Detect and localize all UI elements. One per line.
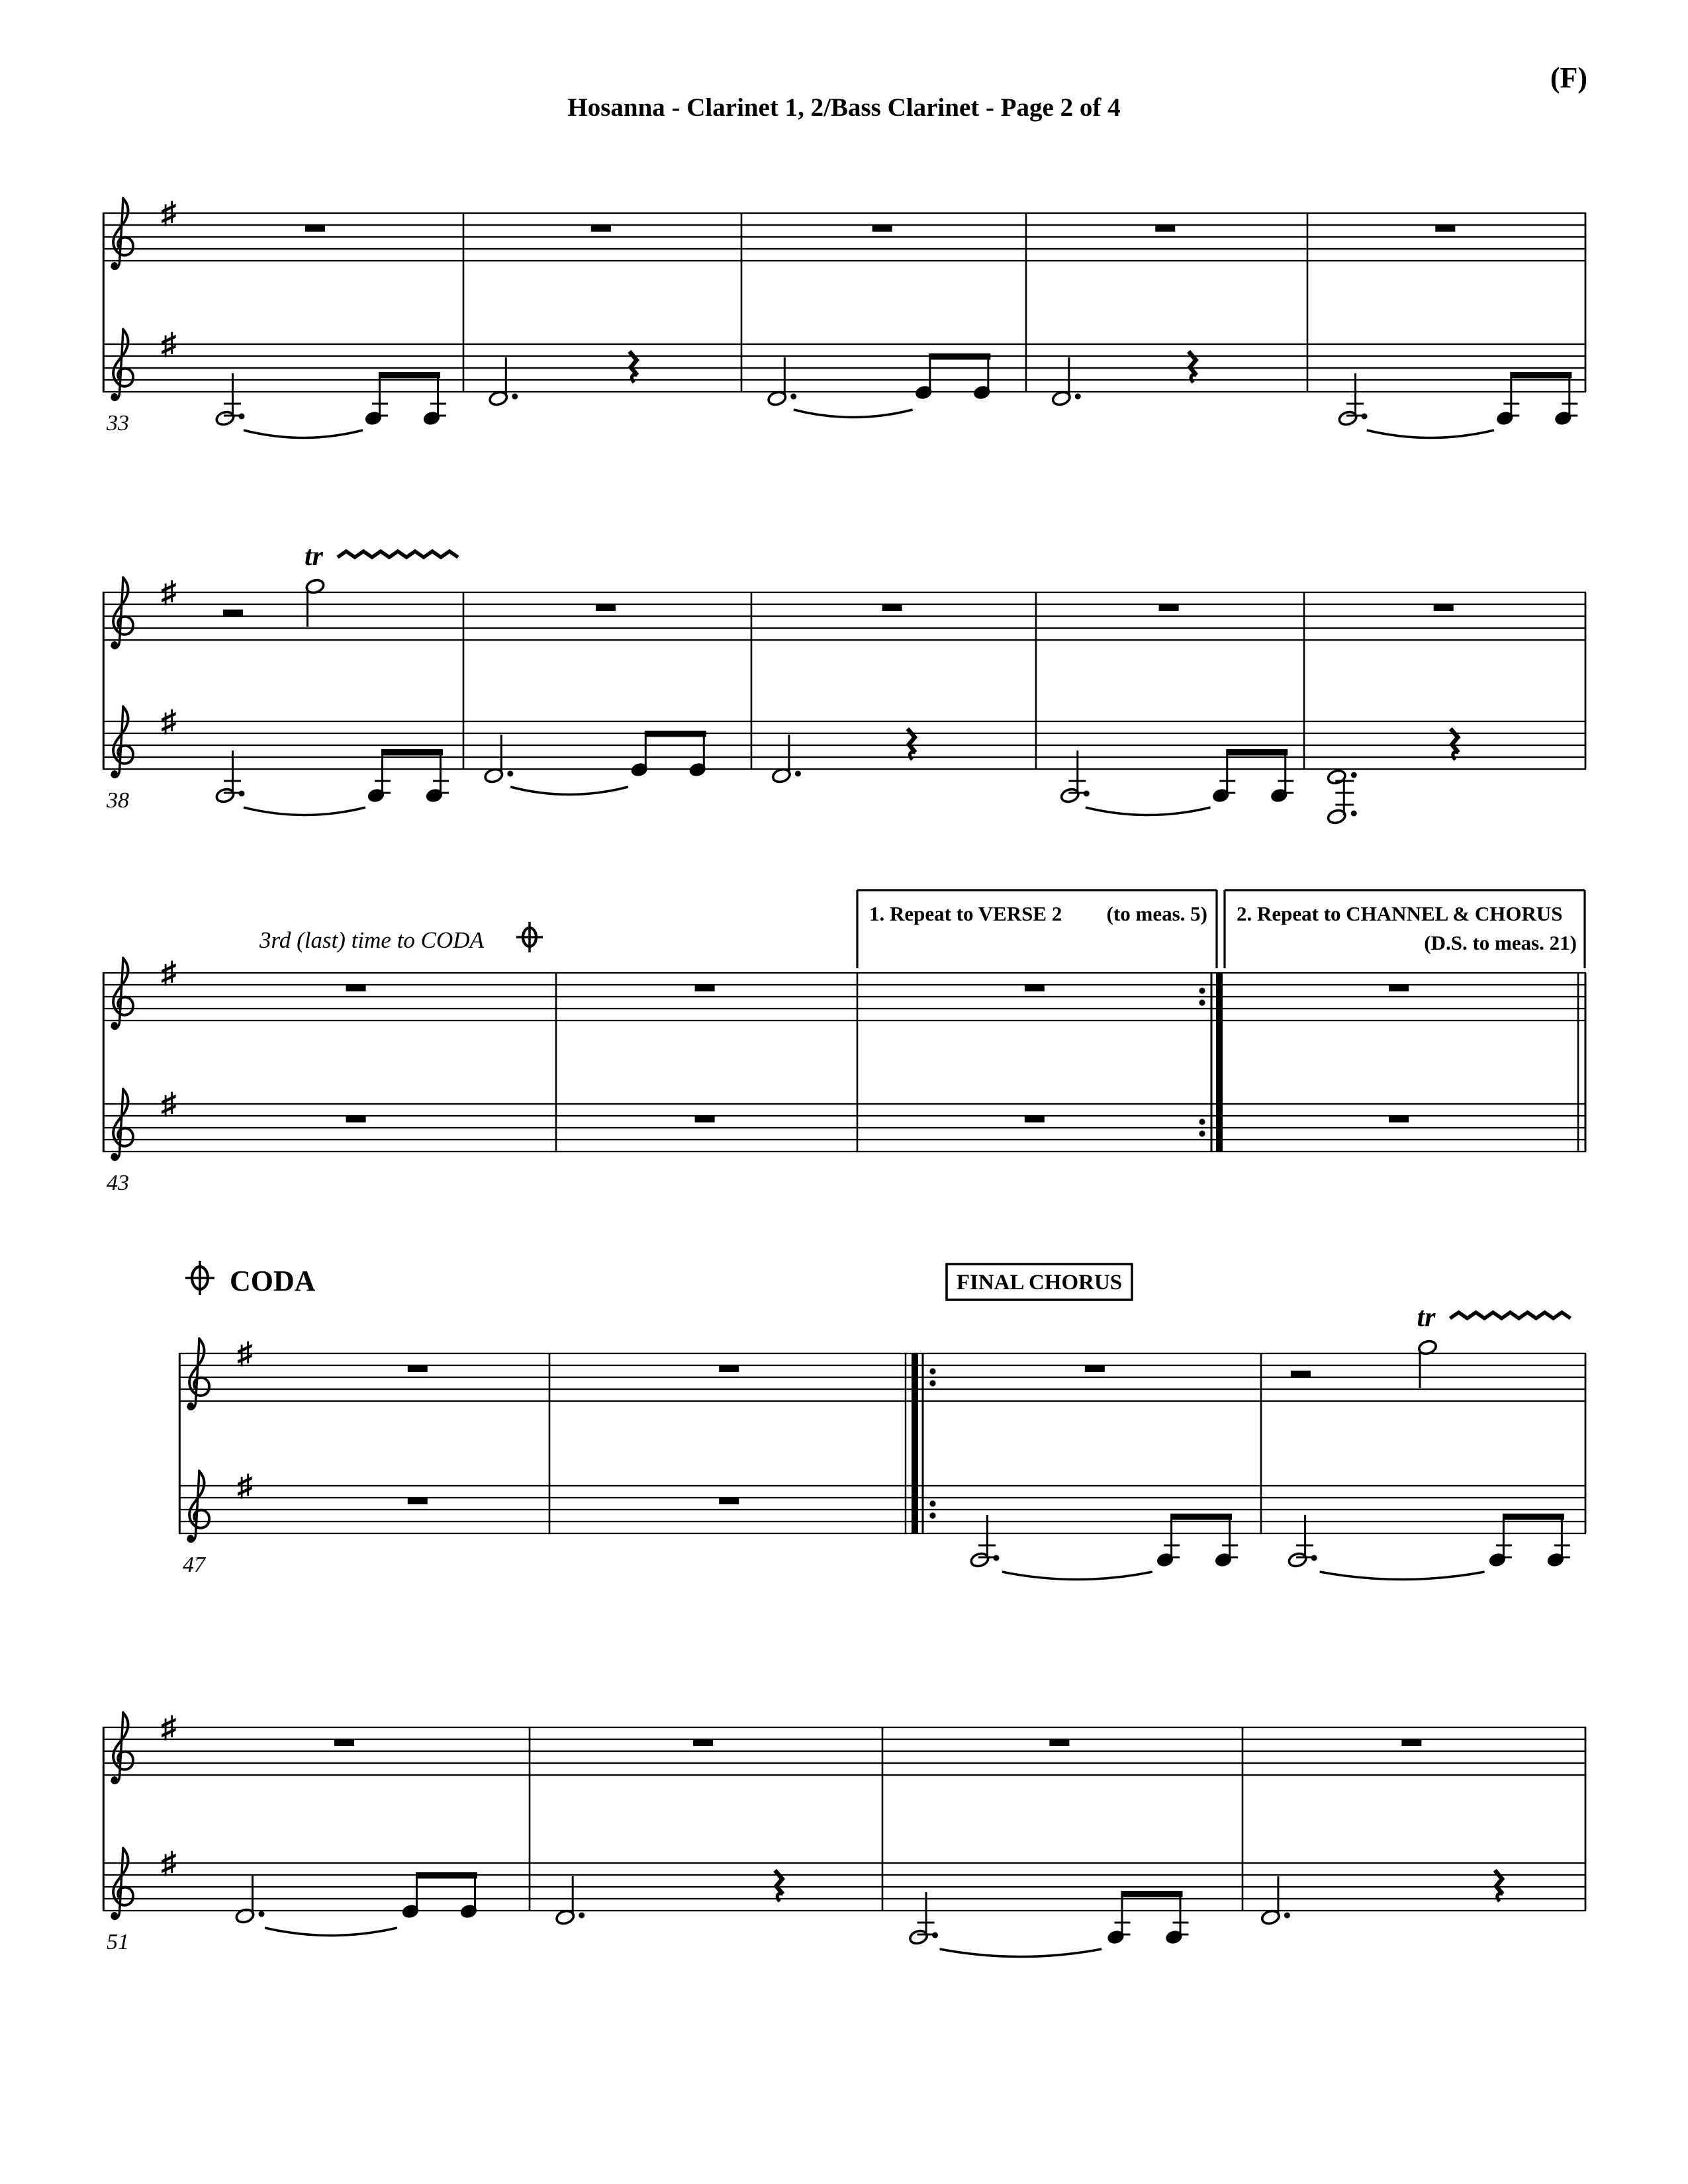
system-end-barline bbox=[1578, 973, 1585, 1152]
treble-clef-icon bbox=[111, 199, 133, 269]
whole-rest bbox=[408, 1365, 428, 1372]
measure-53-upper bbox=[1049, 1739, 1069, 1746]
measure-40-lower bbox=[771, 729, 915, 784]
dotted-half-note bbox=[215, 751, 245, 804]
whole-rest bbox=[1025, 985, 1045, 991]
treble-clef-icon bbox=[187, 1471, 209, 1542]
sharp-key-signature-icon bbox=[238, 1469, 253, 1502]
treble-clef-icon bbox=[111, 1089, 133, 1160]
staff bbox=[103, 1087, 1586, 1160]
measure-43-lower bbox=[346, 1116, 366, 1122]
tie bbox=[794, 410, 913, 418]
whole-rest bbox=[1389, 1116, 1409, 1122]
svg-text:FINAL CHORUS: FINAL CHORUS bbox=[956, 1271, 1123, 1295]
measure-35-lower bbox=[767, 353, 991, 418]
measure-36-lower bbox=[1051, 351, 1196, 407]
dotted-half-note bbox=[235, 1875, 265, 1925]
whole-rest bbox=[1085, 1365, 1105, 1372]
measure-34-upper bbox=[591, 225, 611, 232]
beam bbox=[379, 372, 440, 379]
svg-text:33: 33 bbox=[107, 411, 129, 435]
measure-47-upper bbox=[408, 1365, 428, 1372]
dotted-half-note bbox=[970, 1515, 1000, 1569]
tie bbox=[265, 1928, 397, 1936]
quarter-rest bbox=[1495, 1870, 1503, 1901]
system-m38 bbox=[103, 541, 1586, 825]
sharp-key-signature-icon bbox=[162, 196, 177, 230]
measure-33-upper bbox=[305, 225, 325, 232]
sharp-icon: ♯ bbox=[161, 327, 177, 361]
treble-clef-icon bbox=[111, 330, 133, 400]
svg-text:(D.S. to meas. 21): (D.S. to meas. 21) bbox=[1424, 931, 1577, 954]
sharp-icon: ♯ bbox=[161, 1846, 177, 1880]
sharp-key-signature-icon bbox=[162, 704, 177, 738]
staff bbox=[103, 704, 1586, 777]
dotted-half-note bbox=[1288, 1515, 1317, 1569]
whole-rest bbox=[719, 1365, 739, 1372]
whole-rest bbox=[346, 985, 366, 991]
measure-46-upper bbox=[1389, 985, 1409, 991]
tie bbox=[1086, 807, 1211, 815]
whole-rest bbox=[719, 1498, 739, 1504]
beam bbox=[929, 353, 990, 360]
svg-text:(to meas. 5): (to meas. 5) bbox=[1106, 902, 1207, 925]
dotted-half-note bbox=[484, 735, 514, 784]
sharp-icon: ♯ bbox=[237, 1336, 253, 1370]
direction-to-coda bbox=[259, 922, 543, 953]
dotted-half-note bbox=[767, 357, 797, 407]
beam bbox=[1226, 749, 1288, 756]
quarter-rest bbox=[1450, 729, 1458, 760]
measure-41-upper bbox=[1159, 604, 1179, 611]
system-m51 bbox=[103, 1710, 1586, 1957]
measure-35-upper bbox=[872, 225, 892, 232]
svg-text:3rd (last) time to CODA: 3rd (last) time to CODA bbox=[259, 927, 484, 953]
svg-text:tr: tr bbox=[1417, 1302, 1436, 1333]
svg-text:38: 38 bbox=[107, 788, 129, 813]
beam bbox=[1170, 1514, 1232, 1520]
dotted-half-note bbox=[1338, 373, 1368, 427]
svg-text:43: 43 bbox=[107, 1171, 129, 1195]
staff bbox=[103, 1846, 1586, 1919]
measure-39-upper bbox=[596, 604, 616, 611]
sharp-icon: ♯ bbox=[237, 1469, 253, 1502]
measure-51-upper bbox=[334, 1739, 354, 1746]
sharp-icon: ♯ bbox=[161, 196, 177, 230]
key-annotation: (F) bbox=[1550, 62, 1587, 94]
whole-rest bbox=[305, 225, 325, 232]
coda-icon bbox=[185, 1261, 214, 1295]
tie bbox=[244, 807, 365, 815]
measure-50-upper bbox=[1291, 1302, 1571, 1388]
quarter-rest bbox=[908, 729, 915, 760]
tie bbox=[244, 430, 363, 438]
measure-number bbox=[107, 1930, 129, 1954]
half-note bbox=[1417, 1339, 1437, 1388]
svg-text:2. Repeat to CHANNEL & CHORUS: 2. Repeat to CHANNEL & CHORUS bbox=[1237, 902, 1563, 925]
quarter-rest bbox=[1189, 351, 1197, 383]
page-title: Hosanna - Clarinet 1, 2/Bass Clarinet - Page 2 of 4 bbox=[567, 93, 1121, 122]
tie bbox=[1002, 1572, 1152, 1580]
beam bbox=[1121, 1891, 1182, 1897]
measure-number bbox=[106, 411, 129, 435]
sharp-icon: ♯ bbox=[161, 1710, 177, 1744]
whole-rest bbox=[596, 604, 616, 611]
system-m33 bbox=[103, 196, 1586, 438]
whole-rest bbox=[1435, 225, 1455, 232]
treble-clef-icon bbox=[111, 958, 133, 1029]
treble-clef-icon bbox=[111, 707, 133, 778]
whole-rest bbox=[1159, 604, 1179, 611]
half-note bbox=[305, 578, 325, 627]
sharp-icon: ♯ bbox=[161, 956, 177, 989]
measure-50-lower bbox=[1288, 1514, 1570, 1580]
measure-41-lower bbox=[1060, 749, 1293, 815]
quarter-rest bbox=[775, 1870, 783, 1901]
half-rest bbox=[223, 610, 243, 616]
whole-rest bbox=[334, 1739, 354, 1746]
tie bbox=[1320, 1572, 1485, 1580]
measure-44-lower bbox=[695, 1116, 715, 1122]
measure-40-upper bbox=[882, 604, 902, 611]
staff bbox=[103, 956, 1586, 1028]
measure-34-lower bbox=[489, 351, 637, 407]
beam bbox=[1503, 1514, 1564, 1520]
measure-54-upper bbox=[1401, 1739, 1421, 1746]
system-m47 bbox=[179, 1302, 1586, 1580]
measure-36-upper bbox=[1155, 225, 1175, 232]
measure-37-lower bbox=[1338, 372, 1577, 438]
staff bbox=[103, 196, 1586, 269]
measure-52-lower bbox=[555, 1870, 783, 1926]
dotted-half-note bbox=[555, 1876, 585, 1926]
trill-wave-icon bbox=[338, 551, 458, 557]
sharp-icon: ♯ bbox=[161, 1087, 177, 1120]
measure-51-lower bbox=[235, 1872, 477, 1936]
volta-bracket-2 bbox=[1225, 890, 1585, 968]
svg-text:CODA: CODA bbox=[230, 1265, 316, 1297]
trill-wave-icon bbox=[1450, 1312, 1571, 1318]
whole-rest bbox=[591, 225, 611, 232]
measure-39-lower bbox=[484, 731, 706, 795]
dotted-half-note bbox=[1060, 751, 1090, 804]
sharp-icon: ♯ bbox=[161, 575, 177, 609]
measure-48-lower bbox=[719, 1498, 739, 1504]
measure-number bbox=[107, 1171, 129, 1195]
trill-marking bbox=[1417, 1302, 1571, 1333]
staff bbox=[103, 327, 1586, 400]
coda-icon bbox=[516, 922, 543, 952]
staff bbox=[179, 1336, 1586, 1409]
beam bbox=[1510, 372, 1571, 379]
sharp-icon: ♯ bbox=[161, 704, 177, 738]
dotted-half-note bbox=[908, 1892, 938, 1946]
measure-38-lower bbox=[215, 749, 449, 815]
whole-rest bbox=[872, 225, 892, 232]
staff bbox=[103, 1710, 1586, 1783]
measure-33-lower bbox=[215, 372, 446, 438]
svg-text:51: 51 bbox=[107, 1930, 129, 1954]
tie bbox=[939, 1949, 1102, 1957]
sharp-key-signature-icon bbox=[162, 1087, 177, 1120]
trill-marking bbox=[305, 541, 458, 572]
measure-53-lower bbox=[908, 1891, 1188, 1957]
measure-43-upper bbox=[346, 985, 366, 991]
whole-rest bbox=[1401, 1739, 1421, 1746]
measure-number bbox=[106, 788, 129, 813]
sharp-key-signature-icon bbox=[162, 956, 177, 989]
svg-text:1. Repeat to VERSE 2: 1. Repeat to VERSE 2 bbox=[869, 902, 1062, 925]
treble-clef-icon bbox=[187, 1339, 209, 1410]
sharp-key-signature-icon bbox=[238, 1336, 253, 1370]
whole-rest bbox=[1155, 225, 1175, 232]
sharp-key-signature-icon bbox=[162, 327, 177, 361]
measure-42-upper bbox=[1434, 604, 1454, 611]
measure-45-lower bbox=[1025, 1116, 1045, 1122]
whole-rest bbox=[695, 1116, 715, 1122]
whole-rest bbox=[882, 604, 902, 611]
measure-46-lower bbox=[1389, 1116, 1409, 1122]
measure-42-lower bbox=[1327, 729, 1458, 825]
tie bbox=[1367, 430, 1494, 438]
measure-49-lower bbox=[970, 1514, 1238, 1580]
staff bbox=[179, 1469, 1586, 1541]
quarter-rest bbox=[630, 351, 637, 383]
dotted-half-note bbox=[489, 357, 518, 407]
beam bbox=[381, 749, 443, 756]
measure-number bbox=[183, 1553, 207, 1577]
final-chorus-box bbox=[947, 1264, 1132, 1300]
measure-45-upper bbox=[1025, 985, 1045, 991]
measure-38-upper bbox=[223, 541, 458, 627]
whole-rest bbox=[1025, 1116, 1045, 1122]
treble-clef-icon bbox=[111, 1713, 133, 1784]
treble-clef-icon bbox=[111, 578, 133, 649]
measure-54-lower bbox=[1260, 1870, 1503, 1926]
whole-rest bbox=[693, 1739, 713, 1746]
measure-47-lower bbox=[408, 1498, 428, 1504]
measure-48-upper bbox=[719, 1365, 739, 1372]
dotted-half-note bbox=[771, 735, 801, 784]
sharp-key-signature-icon bbox=[162, 1846, 177, 1880]
whole-rest bbox=[1434, 604, 1454, 611]
coda-section-heading bbox=[185, 1261, 316, 1297]
tie bbox=[510, 787, 628, 795]
measure-44-upper bbox=[695, 985, 715, 991]
beam bbox=[416, 1872, 477, 1879]
staff bbox=[103, 575, 1586, 648]
repeat-barline-end bbox=[1199, 973, 1219, 1152]
measure-49-upper bbox=[1085, 1365, 1105, 1372]
octave-dyad-dotted-half bbox=[1327, 768, 1357, 825]
sharp-key-signature-icon bbox=[162, 575, 177, 609]
sharp-key-signature-icon bbox=[162, 1710, 177, 1744]
whole-rest bbox=[695, 985, 715, 991]
whole-rest bbox=[346, 1116, 366, 1122]
svg-text:tr: tr bbox=[305, 541, 324, 572]
whole-rest bbox=[408, 1498, 428, 1504]
dotted-half-note bbox=[1260, 1876, 1290, 1926]
volta-bracket-1 bbox=[857, 890, 1217, 968]
whole-rest bbox=[1049, 1739, 1069, 1746]
beam bbox=[645, 731, 706, 737]
dotted-half-note bbox=[1051, 357, 1081, 407]
svg-text:47: 47 bbox=[183, 1553, 205, 1577]
treble-clef-icon bbox=[111, 1848, 133, 1919]
measure-52-upper bbox=[693, 1739, 713, 1746]
measure-37-upper bbox=[1435, 225, 1455, 232]
half-rest bbox=[1291, 1371, 1311, 1377]
repeat-barline-begin bbox=[906, 1353, 936, 1533]
dotted-half-note bbox=[215, 373, 245, 427]
whole-rest bbox=[1389, 985, 1409, 991]
